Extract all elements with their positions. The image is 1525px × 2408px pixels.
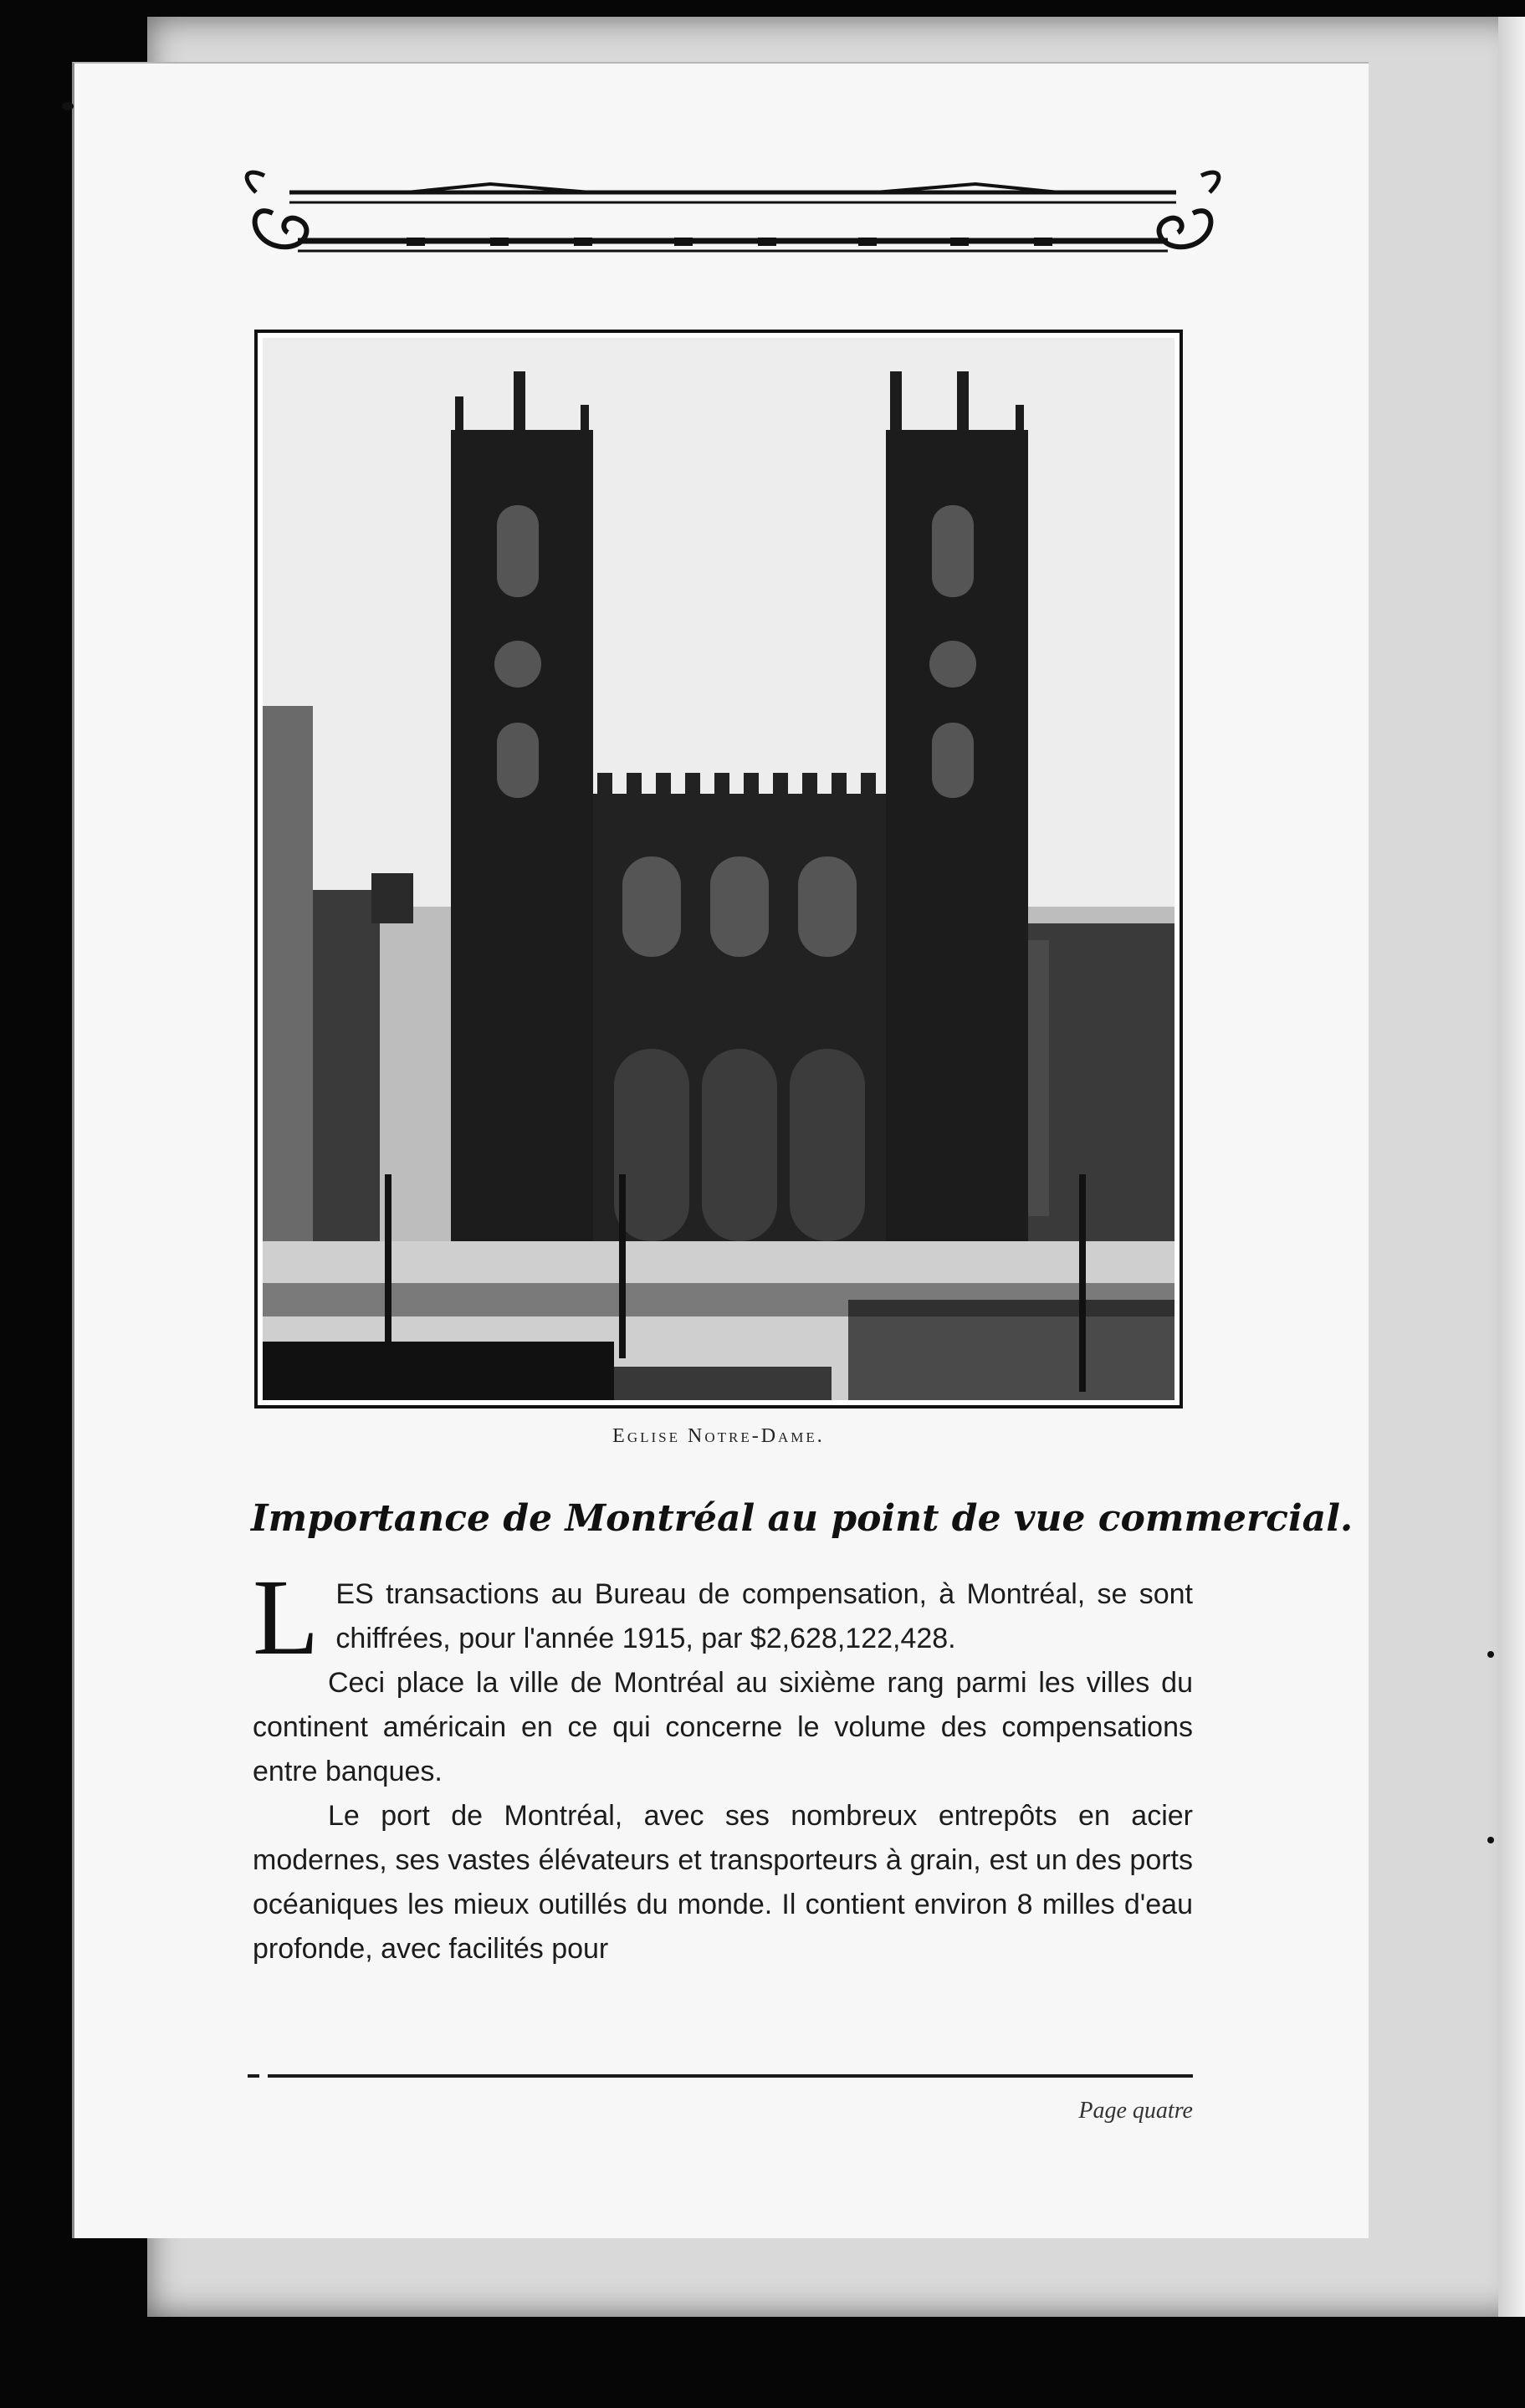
drop-cap: L xyxy=(253,1557,320,1678)
paragraph-2: Ceci place la ville de Montréal au sixième rang parmi les villes du continent américain en ce qui concerne le volume des compensations entre banques. xyxy=(253,1667,1193,1787)
photo-caption: Eglise Notre-Dame. xyxy=(612,1425,825,1447)
section-headline: Importance de Montréal au point de vue commercial. xyxy=(251,1497,1354,1540)
article-body xyxy=(253,1557,1193,1971)
page-fold xyxy=(1498,17,1525,2317)
footer-rule xyxy=(268,2074,1193,2078)
page-number: Page quatre xyxy=(1078,2098,1193,2124)
paragraph-1-text: ES transactions au Bureau de compensation, à Montréal, se sont chiffrées, pour l'année 1915, par $2,628,122,428. xyxy=(335,1578,1193,1654)
scan-speck xyxy=(1487,1837,1494,1843)
paragraph-1 xyxy=(253,1557,1193,1678)
scan-speck xyxy=(62,102,74,110)
church-photo xyxy=(254,330,1183,1409)
scan-speck xyxy=(1487,1651,1494,1658)
header-ornament xyxy=(239,167,1226,268)
footer-rule-tick xyxy=(248,2074,259,2078)
paragraph-3: Le port de Montréal, avec ses nombreux entrepôts en acier modernes, ses vastes élévateurs et transporteurs à grain, est un des ports océaniques les mieux outillés du monde. Il contient environ 8 milles d'eau profonde, avec facilités pour xyxy=(253,1800,1193,1965)
notre-dame-illustration xyxy=(263,338,1174,1400)
